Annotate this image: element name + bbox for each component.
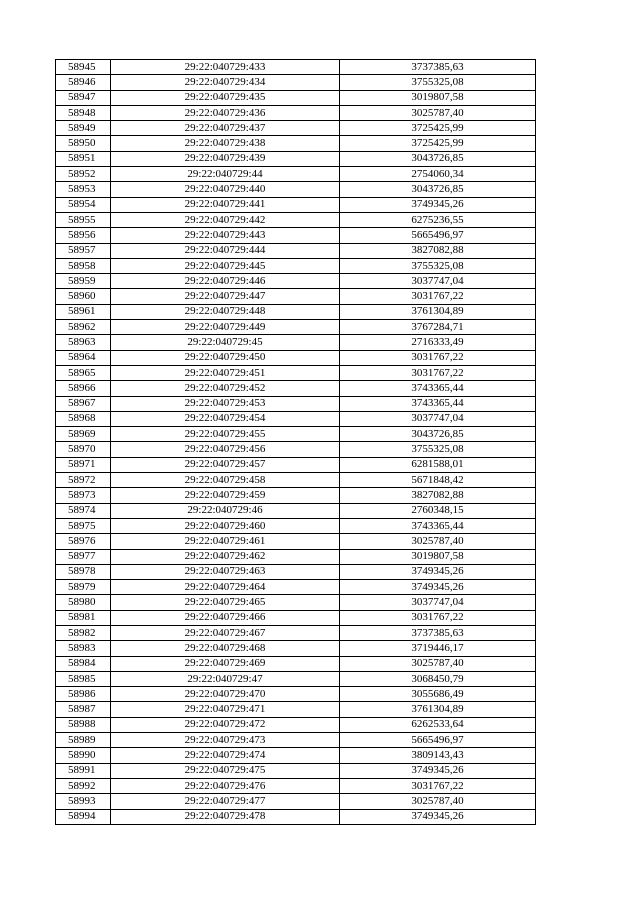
cadastral-number-cell: 29:22:040729:460 [111,518,340,533]
table-row [56,228,536,243]
cadastral-number-cell: 29:22:040729:457 [111,457,340,472]
cadastral-value-cell: 3037747,04 [340,595,536,610]
table-row [56,320,536,335]
cadastral-number-cell: 29:22:040729:466 [111,610,340,625]
row-number-cell: 58982 [56,625,111,640]
table-row [56,274,536,289]
cadastral-number-cell: 29:22:040729:438 [111,136,340,151]
table-row [56,136,536,151]
cadastral-value-cell: 3761304,89 [340,702,536,717]
table-row [56,717,536,732]
cadastral-value-cell: 3749345,26 [340,580,536,595]
cadastral-number-cell: 29:22:040729:461 [111,534,340,549]
cadastral-value-cell: 3037747,04 [340,411,536,426]
row-number-cell: 58974 [56,503,111,518]
table-row [56,488,536,503]
cadastral-value-cell: 3031767,22 [340,289,536,304]
cadastral-value-cell: 3743365,44 [340,381,536,396]
table-row [56,794,536,809]
row-number-cell: 58983 [56,641,111,656]
cadastral-value-cell: 3043726,85 [340,427,536,442]
row-number-cell: 58958 [56,258,111,273]
cadastral-number-cell: 29:22:040729:451 [111,365,340,380]
cadastral-value-cell: 3725425,99 [340,121,536,136]
table-row [56,151,536,166]
row-number-cell: 58986 [56,687,111,702]
table-row [56,304,536,319]
row-number-cell: 58977 [56,549,111,564]
row-number-cell: 58984 [56,656,111,671]
cadastral-value-cell: 3809143,43 [340,748,536,763]
cadastral-number-cell: 29:22:040729:477 [111,794,340,809]
row-number-cell: 58975 [56,518,111,533]
cadastral-value-cell: 3037747,04 [340,274,536,289]
row-number-cell: 58950 [56,136,111,151]
cadastral-number-cell: 29:22:040729:456 [111,442,340,457]
table-row [56,365,536,380]
cadastral-value-cell: 5665496,97 [340,228,536,243]
cadastral-number-cell: 29:22:040729:443 [111,228,340,243]
cadastral-value-cell: 3755325,08 [340,75,536,90]
table-row [56,549,536,564]
table-row [56,289,536,304]
cadastral-number-cell: 29:22:040729:459 [111,488,340,503]
row-number-cell: 58951 [56,151,111,166]
row-number-cell: 58964 [56,350,111,365]
cadastral-number-cell: 29:22:040729:433 [111,60,340,75]
cadastral-number-cell: 29:22:040729:45 [111,335,340,350]
row-number-cell: 58972 [56,473,111,488]
table-row [56,641,536,656]
table-row [56,381,536,396]
table-row [56,350,536,365]
row-number-cell: 58970 [56,442,111,457]
cadastral-number-cell: 29:22:040729:453 [111,396,340,411]
table-row [56,687,536,702]
row-number-cell: 58967 [56,396,111,411]
table-row [56,457,536,472]
cadastral-value-cell: 3025787,40 [340,794,536,809]
row-number-cell: 58949 [56,121,111,136]
cadastral-number-cell: 29:22:040729:449 [111,320,340,335]
row-number-cell: 58978 [56,564,111,579]
cadastral-number-cell: 29:22:040729:450 [111,350,340,365]
table-row [56,671,536,686]
cadastral-value-cell: 2716333,49 [340,335,536,350]
table-row [56,121,536,136]
cadastral-value-cell: 5665496,97 [340,733,536,748]
cadastral-value-cell: 6262533,64 [340,717,536,732]
table-row [56,60,536,75]
cadastral-value-cell: 3025787,40 [340,105,536,120]
cadastral-value-cell: 3055686,49 [340,687,536,702]
row-number-cell: 58993 [56,794,111,809]
cadastral-number-cell: 29:22:040729:446 [111,274,340,289]
table-row [56,702,536,717]
cadastral-number-cell: 29:22:040729:455 [111,427,340,442]
cadastral-value-cell: 3749345,26 [340,564,536,579]
cadastral-number-cell: 29:22:040729:476 [111,778,340,793]
cadastral-value-cell: 3737385,63 [340,60,536,75]
table-row [56,167,536,182]
cadastral-number-cell: 29:22:040729:458 [111,473,340,488]
row-number-cell: 58963 [56,335,111,350]
cadastral-value-cell: 6275236,55 [340,212,536,227]
row-number-cell: 58960 [56,289,111,304]
cadastral-value-cell: 3743365,44 [340,518,536,533]
row-number-cell: 58947 [56,90,111,105]
cadastral-value-cell: 3019807,58 [340,549,536,564]
cadastral-number-cell: 29:22:040729:465 [111,595,340,610]
cadastral-number-cell: 29:22:040729:452 [111,381,340,396]
table-row [56,243,536,258]
cadastral-value-cell: 3031767,22 [340,365,536,380]
row-number-cell: 58981 [56,610,111,625]
row-number-cell: 58946 [56,75,111,90]
cadastral-value-cell: 3043726,85 [340,151,536,166]
cadastral-value-cell: 3827082,88 [340,488,536,503]
cadastral-value-cell: 3019807,58 [340,90,536,105]
row-number-cell: 58992 [56,778,111,793]
row-number-cell: 58948 [56,105,111,120]
row-number-cell: 58979 [56,580,111,595]
cadastral-number-cell: 29:22:040729:442 [111,212,340,227]
cadastral-number-cell: 29:22:040729:470 [111,687,340,702]
cadastral-number-cell: 29:22:040729:46 [111,503,340,518]
cadastral-number-cell: 29:22:040729:445 [111,258,340,273]
table-row [56,258,536,273]
cadastral-value-cell: 3749345,26 [340,197,536,212]
cadastral-number-cell: 29:22:040729:440 [111,182,340,197]
table-row [56,335,536,350]
cadastral-number-cell: 29:22:040729:474 [111,748,340,763]
table-row [56,212,536,227]
row-number-cell: 58989 [56,733,111,748]
row-number-cell: 58973 [56,488,111,503]
row-number-cell: 58966 [56,381,111,396]
cadastral-number-cell: 29:22:040729:447 [111,289,340,304]
cadastral-value-cell: 3031767,22 [340,350,536,365]
cadastral-value-cell: 3827082,88 [340,243,536,258]
table-row [56,656,536,671]
table-row [56,75,536,90]
row-number-cell: 58956 [56,228,111,243]
cadastral-value-cell: 3767284,71 [340,320,536,335]
row-number-cell: 58954 [56,197,111,212]
table-row [56,503,536,518]
table-row [56,518,536,533]
cadastral-number-cell: 29:22:040729:454 [111,411,340,426]
cadastral-number-cell: 29:22:040729:478 [111,809,340,824]
cadastral-number-cell: 29:22:040729:464 [111,580,340,595]
cadastral-number-cell: 29:22:040729:469 [111,656,340,671]
cadastral-value-cell: 3043726,85 [340,182,536,197]
table-row [56,778,536,793]
cadastral-value-cell: 3725425,99 [340,136,536,151]
cadastral-value-cell: 3031767,22 [340,610,536,625]
table-row [56,396,536,411]
cadastral-number-cell: 29:22:040729:467 [111,625,340,640]
cadastral-value-table [55,59,536,825]
cadastral-number-cell: 29:22:040729:462 [111,549,340,564]
cadastral-number-cell: 29:22:040729:435 [111,90,340,105]
cadastral-value-cell: 3068450,79 [340,671,536,686]
cadastral-value-cell: 3719446,17 [340,641,536,656]
row-number-cell: 58959 [56,274,111,289]
cadastral-number-cell: 29:22:040729:444 [111,243,340,258]
cadastral-value-cell: 2760348,15 [340,503,536,518]
table-row [56,473,536,488]
table-body [56,60,536,825]
table-row [56,197,536,212]
row-number-cell: 58991 [56,763,111,778]
table-row [56,427,536,442]
table-row [56,595,536,610]
cadastral-value-cell: 3755325,08 [340,442,536,457]
cadastral-number-cell: 29:22:040729:473 [111,733,340,748]
row-number-cell: 58969 [56,427,111,442]
row-number-cell: 58971 [56,457,111,472]
table-row [56,442,536,457]
row-number-cell: 58955 [56,212,111,227]
cadastral-number-cell: 29:22:040729:475 [111,763,340,778]
cadastral-number-cell: 29:22:040729:468 [111,641,340,656]
row-number-cell: 58987 [56,702,111,717]
cadastral-value-cell: 5671848,42 [340,473,536,488]
cadastral-value-cell: 3749345,26 [340,763,536,778]
cadastral-value-cell: 3749345,26 [340,809,536,824]
row-number-cell: 58994 [56,809,111,824]
cadastral-number-cell: 29:22:040729:463 [111,564,340,579]
row-number-cell: 58988 [56,717,111,732]
cadastral-number-cell: 29:22:040729:472 [111,717,340,732]
cadastral-value-cell: 3737385,63 [340,625,536,640]
cadastral-value-cell: 3031767,22 [340,778,536,793]
cadastral-value-cell: 6281588,01 [340,457,536,472]
row-number-cell: 58976 [56,534,111,549]
cadastral-number-cell: 29:22:040729:439 [111,151,340,166]
row-number-cell: 58990 [56,748,111,763]
table-row [56,411,536,426]
cadastral-number-cell: 29:22:040729:44 [111,167,340,182]
row-number-cell: 58980 [56,595,111,610]
table-row [56,182,536,197]
table-row [56,564,536,579]
cadastral-value-cell: 3761304,89 [340,304,536,319]
row-number-cell: 58945 [56,60,111,75]
cadastral-number-cell: 29:22:040729:437 [111,121,340,136]
table-row [56,534,536,549]
cadastral-value-cell: 3755325,08 [340,258,536,273]
cadastral-value-cell: 3743365,44 [340,396,536,411]
row-number-cell: 58985 [56,671,111,686]
cadastral-value-cell: 3025787,40 [340,534,536,549]
row-number-cell: 58953 [56,182,111,197]
table-row [56,625,536,640]
table-row [56,105,536,120]
cadastral-value-cell: 3025787,40 [340,656,536,671]
cadastral-number-cell: 29:22:040729:471 [111,702,340,717]
table-row [56,90,536,105]
table-row [56,748,536,763]
row-number-cell: 58957 [56,243,111,258]
cadastral-number-cell: 29:22:040729:448 [111,304,340,319]
cadastral-number-cell: 29:22:040729:436 [111,105,340,120]
table-row [56,809,536,824]
table-row [56,763,536,778]
cadastral-number-cell: 29:22:040729:434 [111,75,340,90]
table-row [56,610,536,625]
cadastral-value-cell: 2754060,34 [340,167,536,182]
row-number-cell: 58961 [56,304,111,319]
cadastral-number-cell: 29:22:040729:441 [111,197,340,212]
row-number-cell: 58965 [56,365,111,380]
table-row [56,733,536,748]
cadastral-number-cell: 29:22:040729:47 [111,671,340,686]
row-number-cell: 58962 [56,320,111,335]
row-number-cell: 58968 [56,411,111,426]
row-number-cell: 58952 [56,167,111,182]
table-row [56,580,536,595]
